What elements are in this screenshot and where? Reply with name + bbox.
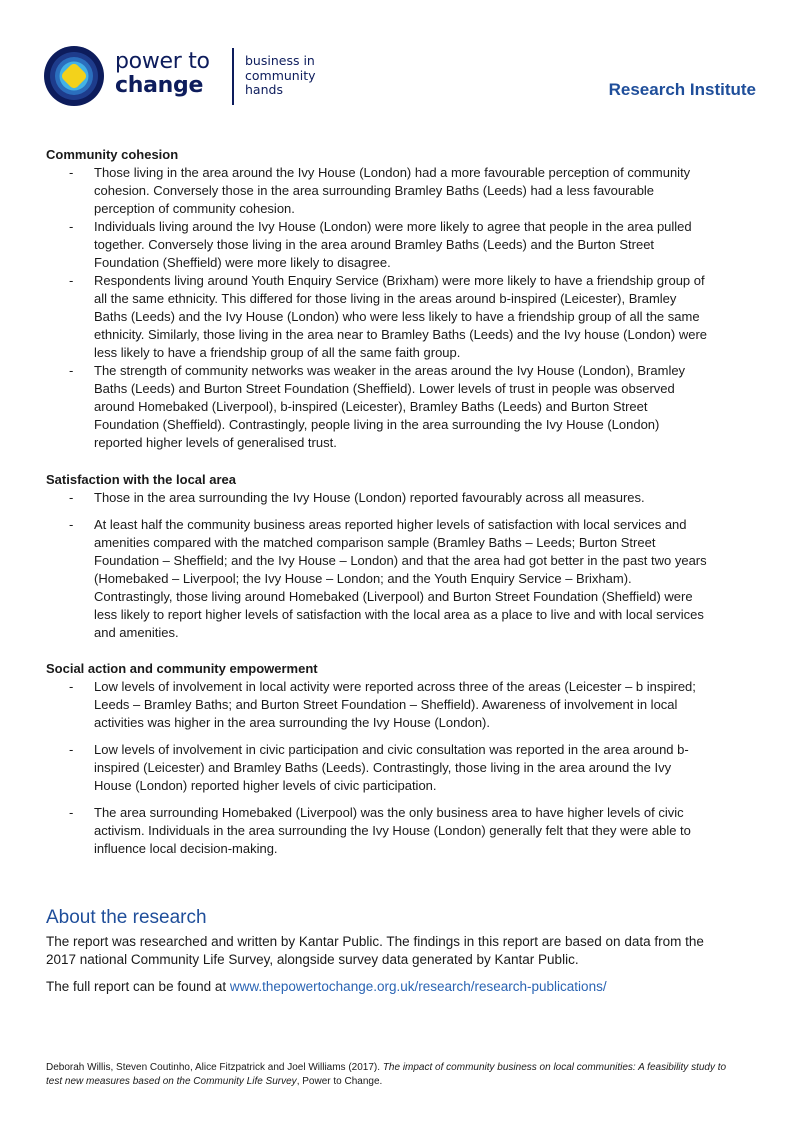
section-title: Satisfaction with the local area bbox=[46, 472, 236, 487]
section-social-action bbox=[46, 660, 710, 858]
citation-authors: Deborah Willis, Steven Coutinho, Alice Fitzpatrick and Joel Williams (2017). bbox=[46, 1062, 383, 1073]
bullet-marker: - bbox=[69, 273, 74, 288]
bullet-list bbox=[46, 489, 710, 642]
list-item-text: Low levels of involvement in local activity were reported across three of the areas (Leicester – b inspired; Leeds – Bramley Baths; and Burton Street Foundation – Sheffield). Awareness of involvement in local activities was higher in the area surrounding the Ivy House (London). bbox=[94, 679, 696, 730]
full-report-line bbox=[46, 978, 726, 996]
bullet-list bbox=[46, 164, 710, 452]
about-heading: About the research bbox=[46, 907, 207, 928]
list-item-text: Individuals living around the Ivy House (London) were more likely to agree that people in the area pulled together. Conversely those living in the area around Bramley Baths (Leeds) and the Burton Street Foundation (Sheffield) were more likely to disagree. bbox=[94, 219, 692, 270]
brand-tagline bbox=[245, 54, 316, 98]
list-item-text: Low levels of involvement in civic participation and civic consultation was reported in the area around b-inspired (Leicester) and Bramley Baths (Leeds). Contrastingly, those living in the area around the Ivy House (London) reported higher levels of civic participation. bbox=[94, 742, 689, 793]
citation-title: The impact of community business on local communities: A feasibility study to test new measures based on the Community Life Survey bbox=[46, 1062, 727, 1087]
list-item bbox=[46, 516, 710, 642]
page-header bbox=[0, 0, 800, 120]
tagline-line: business in bbox=[245, 53, 315, 68]
brand-name-line1: power to bbox=[115, 49, 210, 74]
brand-name-line2: change bbox=[115, 73, 204, 98]
tagline-line: community bbox=[245, 67, 316, 83]
findings-content bbox=[46, 146, 710, 858]
list-item bbox=[46, 678, 710, 732]
tagline-line: hands bbox=[245, 82, 283, 97]
list-item bbox=[46, 164, 710, 218]
list-item-text: Those in the area surrounding the Ivy House (London) reported favourably across all measures. bbox=[94, 490, 645, 505]
bullet-list bbox=[46, 678, 710, 858]
section-community-cohesion bbox=[46, 146, 710, 452]
list-item-text: The area surrounding Homebaked (Liverpool) was the only business area to have higher levels of civic activism. Individuals in the area surrounding the Ivy House (London) generally felt that they were able to influence local decision-making. bbox=[94, 805, 691, 856]
list-item bbox=[46, 218, 710, 272]
bullet-marker: - bbox=[69, 742, 74, 757]
list-item bbox=[46, 272, 710, 362]
list-item bbox=[46, 804, 710, 858]
section-title: Community cohesion bbox=[46, 147, 179, 162]
list-item bbox=[46, 489, 710, 507]
power-to-change-logo-icon bbox=[44, 46, 104, 106]
citation-publisher: , Power to Change. bbox=[296, 1076, 383, 1087]
bullet-marker: - bbox=[69, 165, 74, 180]
bullet-marker: - bbox=[69, 517, 74, 532]
citation-footnote bbox=[46, 1061, 736, 1089]
brand-name bbox=[115, 50, 210, 98]
list-item-text: Respondents living around Youth Enquiry Service (Brixham) were more likely to have a friendship group of all the same ethnicity. This differed for those living in the areas around b-inspired (Leicester), Bramley Baths (Leeds) and the Ivy House (London) who were less likely to have a friendship group of all the same ethnicity. Similarly, those living in the area near to Bramley Baths (Leeds) and the Ivy house (London) were less likely to have a friendship group of all the same faith group. bbox=[94, 273, 707, 360]
research-institute-label: Research Institute bbox=[608, 80, 756, 99]
bullet-marker: - bbox=[69, 805, 74, 820]
bullet-marker: - bbox=[69, 679, 74, 694]
bullet-marker: - bbox=[69, 219, 74, 234]
about-research-section bbox=[46, 906, 726, 996]
about-paragraph: The report was researched and written by Kantar Public. The findings in this report are based on data from the 2017 national Community Life Survey, alongside survey data generated by Kantar Public. bbox=[46, 934, 704, 967]
section-satisfaction-local-area bbox=[46, 471, 710, 642]
full-report-prefix: The full report can be found at bbox=[46, 979, 230, 994]
list-item bbox=[46, 741, 710, 795]
list-item-text: Those living in the area around the Ivy House (London) had a more favourable perception of community cohesion. Conversely those in the area surrounding Bramley Baths (Leeds) had a less favourable perception of community cohesion. bbox=[94, 165, 691, 216]
list-item-text: The strength of community networks was weaker in the areas around the Ivy House (London), Bramley Baths (Leeds) and Burton Street Foundation (Sheffield). Lower levels of trust in people was observed around Homebaked (Liverpool), b-inspired (Leicester), Bramley Baths (Leeds) and Burton Street Foundation (Sheffield). Contrastingly, people living in the area surrounding the Ivy House (London) reported higher levels of generalised trust. bbox=[94, 363, 686, 450]
section-title: Social action and community empowerment bbox=[46, 661, 318, 676]
list-item-text: At least half the community business areas reported higher levels of satisfaction with local services and amenities compared with the matched comparison sample (Bramley Baths – Leeds; Burton Street Foundation – Sheffield; and the Ivy House – London) and that the area had got better in the past two years (Homebaked – Liverpool; the Ivy House – London; and the Youth Enquiry Service – Brixham). Contrastingly, those living around Homebaked (Liverpool) and Burton Street Foundation (Sheffield) were less likely to report higher levels of satisfaction with the local area as a place to live and with local services and amenities. bbox=[94, 517, 707, 640]
bullet-marker: - bbox=[69, 490, 74, 505]
bullet-marker: - bbox=[69, 363, 74, 378]
brand-divider bbox=[232, 48, 234, 105]
full-report-link[interactable]: www.thepowertochange.org.uk/research/research-publications/ bbox=[229, 979, 607, 994]
list-item bbox=[46, 362, 710, 452]
